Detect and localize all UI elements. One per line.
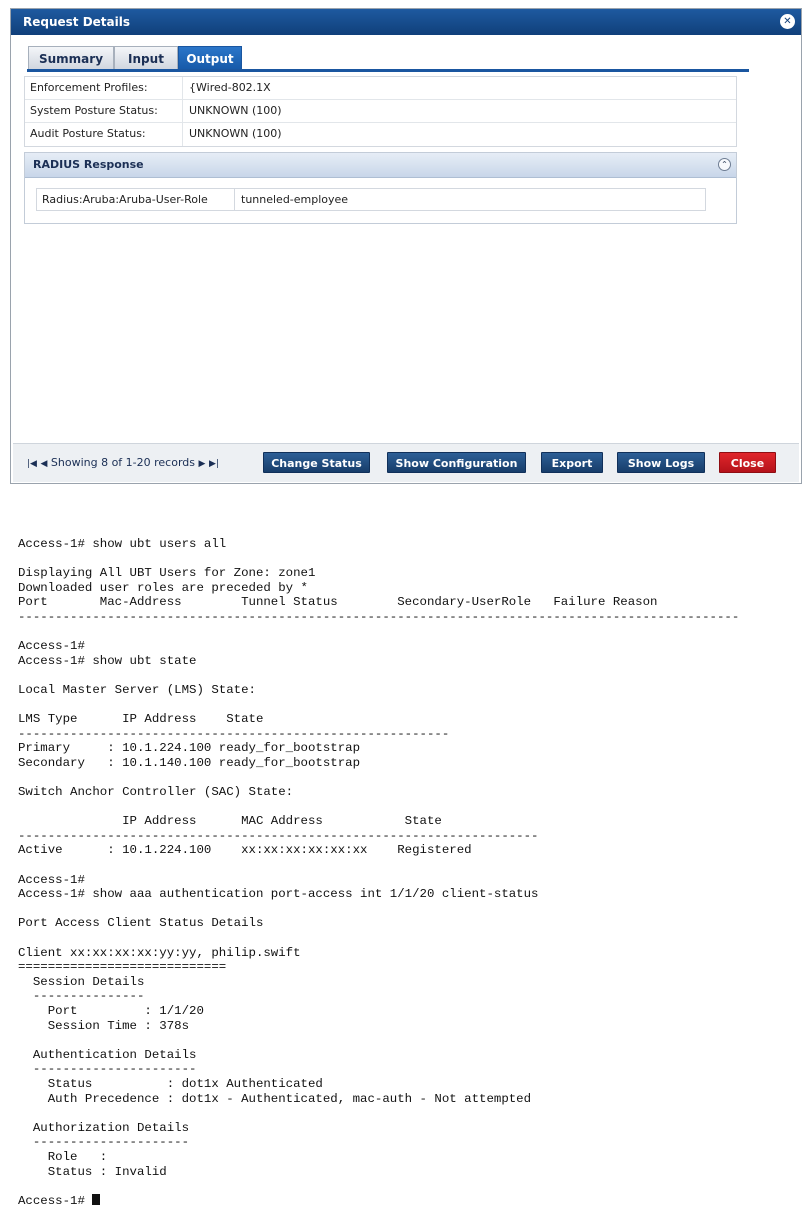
change-status-button[interactable]: Change Status: [263, 452, 370, 473]
terminal-line: ----------------------: [18, 1062, 197, 1077]
next-page-icon[interactable]: ▶: [198, 459, 206, 469]
terminal-line: Active : 10.1.224.100 xx:xx:xx:xx:xx:xx Registered: [18, 843, 472, 858]
terminal-prompt: Access-1#: [18, 1193, 93, 1208]
row-label: Audit Posture Status:: [25, 123, 183, 146]
radius-attribute-row: [36, 188, 706, 211]
tab-summary[interactable]: Summary: [28, 46, 114, 70]
close-icon[interactable]: ✕: [780, 14, 795, 29]
dialog-footer: [13, 443, 799, 482]
terminal-line: [18, 931, 739, 946]
terminal-line: ---------------------: [18, 1135, 190, 1150]
terminal-line: Role :: [18, 1149, 108, 1164]
terminal-line: -------------------------------------------------------------------------------------------------: [18, 609, 740, 624]
terminal-line: [18, 800, 739, 815]
terminal-line: Access-1#: [18, 639, 85, 654]
terminal-line: Auth Precedence : dot1x - Authenticated, mac-auth - Not attempted: [18, 1091, 532, 1106]
pagination-text: Showing 8 of 1-20 records: [50, 456, 196, 469]
terminal-line: LMS Type IP Address State: [18, 712, 264, 727]
radius-response-header[interactable]: [25, 153, 736, 178]
radius-response-title: RADIUS Response: [33, 158, 144, 171]
export-button[interactable]: Export: [541, 452, 603, 473]
terminal-prompt-line[interactable]: [18, 1194, 739, 1209]
terminal-line: Primary : 10.1.224.100 ready_for_bootstrap: [18, 741, 361, 756]
terminal-line: Access-1#: [18, 872, 85, 887]
terminal-line: Switch Anchor Controller (SAC) State:: [18, 785, 294, 800]
pagination: [27, 456, 219, 469]
terminal-line: Authentication Details: [18, 1047, 197, 1062]
row-label: Enforcement Profiles:: [25, 77, 183, 99]
table-row: [25, 77, 736, 100]
last-page-icon[interactable]: ▶|: [208, 459, 219, 469]
terminal-line: ----------------------------------------------------------------------: [18, 828, 539, 843]
terminal-line: Status : Invalid: [18, 1164, 167, 1179]
terminal-line: Port Mac-Address Tunnel Status Secondary-UserRole Failure Reason: [18, 595, 658, 610]
cursor-icon: [92, 1194, 100, 1205]
tab-output[interactable]: Output: [178, 46, 242, 70]
radius-response-panel: [24, 152, 737, 224]
terminal-line: ---------------: [18, 989, 145, 1004]
close-button[interactable]: Close: [719, 452, 776, 473]
terminal-line: [18, 1033, 739, 1048]
terminal-line: Access-1# show ubt state: [18, 653, 197, 668]
cli-terminal-output: [18, 537, 739, 1208]
terminal-line: ============================: [18, 960, 227, 975]
terminal-line: [18, 902, 739, 917]
terminal-line: [18, 1106, 739, 1121]
dialog-title: Request Details: [23, 15, 131, 29]
tab-input[interactable]: Input: [114, 46, 178, 70]
row-value: UNKNOWN (100): [189, 104, 282, 117]
terminal-line: Port : 1/1/20: [18, 1004, 204, 1018]
dialog-title-bar: [11, 9, 801, 35]
terminal-line: Session Details: [18, 974, 145, 989]
table-row: [25, 123, 736, 146]
terminal-line: ----------------------------------------------------------: [18, 726, 450, 741]
first-page-icon[interactable]: |◀: [27, 459, 37, 469]
terminal-line: Port Access Client Status Details: [18, 916, 264, 931]
row-value: UNKNOWN (100): [189, 127, 282, 140]
terminal-line: [18, 625, 739, 640]
terminal-line: Secondary : 10.1.140.100 ready_for_bootstrap: [18, 755, 361, 770]
terminal-line: Local Master Server (LMS) State:: [18, 682, 256, 697]
tab-underline: [27, 69, 749, 72]
output-details-table: [24, 76, 737, 147]
terminal-line: Downloaded user roles are preceded by *: [18, 580, 308, 595]
row-label: System Posture Status:: [25, 100, 183, 122]
table-row: [25, 100, 736, 123]
terminal-line: [18, 698, 739, 713]
terminal-line: Displaying All UBT Users for Zone: zone1: [18, 566, 316, 581]
terminal-line: [18, 668, 739, 683]
show-logs-button[interactable]: Show Logs: [617, 452, 705, 473]
prev-page-icon[interactable]: ◀: [40, 459, 48, 469]
terminal-line: Authorization Details: [18, 1120, 190, 1135]
terminal-line: IP Address MAC Address State: [18, 814, 442, 829]
radius-attribute-name: Radius:Aruba:Aruba-User-Role: [37, 189, 235, 210]
collapse-icon[interactable]: ⌃: [718, 158, 731, 171]
terminal-line: Status : dot1x Authenticated: [18, 1076, 323, 1091]
terminal-line: Client xx:xx:xx:xx:yy:yy, philip.swift: [18, 945, 301, 960]
request-details-dialog: [10, 8, 802, 484]
show-configuration-button[interactable]: Show Configuration: [387, 452, 526, 473]
terminal-line: [18, 1179, 739, 1194]
terminal-line: Session Time : 378s: [18, 1018, 190, 1033]
terminal-line: Access-1# show aaa authentication port-access int 1/1/20 client-status: [18, 887, 539, 902]
terminal-line: [18, 858, 739, 873]
radius-attribute-value: tunneled-employee: [241, 193, 349, 206]
row-value: {Wired-802.1X: [189, 81, 271, 94]
terminal-line: Access-1# show ubt users all: [18, 537, 227, 551]
terminal-line: [18, 552, 739, 567]
terminal-line: [18, 771, 739, 786]
